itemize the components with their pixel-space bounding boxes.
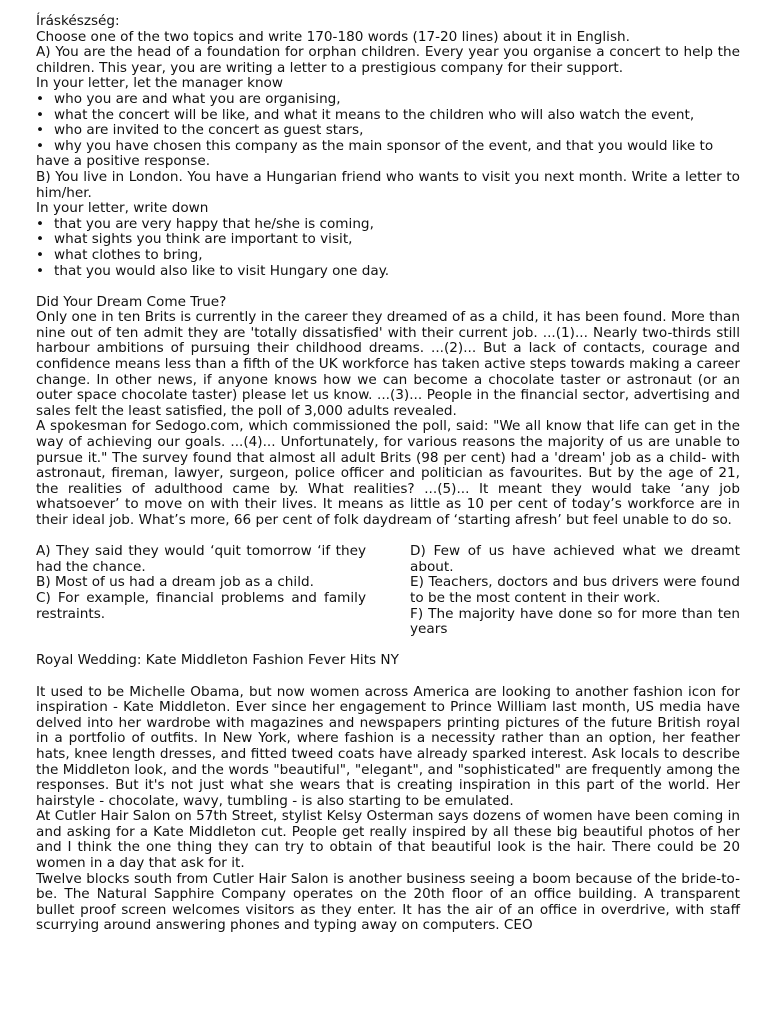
topic-b-bullet: • what clothes to bring, <box>36 246 203 263</box>
topic-b-lead: In your letter, write down <box>36 200 209 217</box>
spacer <box>36 638 740 654</box>
option-d: D) Few of us have achieved what we dreamt about. <box>410 543 740 575</box>
topic-b-intro: B) You live in London. You have a Hungarian friend who wants to visit you next month. Write a letter to him/her. <box>36 168 740 201</box>
wedding-title: Royal Wedding: Kate Middleton Fashion Fever Hits NY <box>36 652 399 669</box>
task-instruction: Choose one of the two topics and write 170-180 words (17-20 lines) about it in English. <box>36 28 630 45</box>
topic-a-bullet: • what the concert will be like, and what it means to the children who will also watch the event, <box>36 106 695 123</box>
task-heading: Íráskészség: <box>36 13 120 29</box>
spacer <box>36 529 740 545</box>
spacer <box>36 279 740 295</box>
topic-a-bullet: • why you have chosen this company as the main sponsor of the event, and that you would like to <box>36 137 714 154</box>
bullet-icon: • <box>36 246 45 263</box>
document-page <box>36 14 740 934</box>
bullet-icon: • <box>36 122 45 139</box>
topic-a-bullet: • who you are and what you are organising, <box>36 90 341 107</box>
topic-b-bullet: • that you would also like to visit Hungary one day. <box>36 262 390 279</box>
bullet-icon: • <box>36 262 45 279</box>
spacer <box>36 669 740 685</box>
answer-options <box>36 544 740 638</box>
option-c: C) For example, financial problems and family restraints. <box>36 589 366 622</box>
wedding-paragraph-2: At Cutler Hair Salon on 57th Street, stylist Kelsy Osterman says dozens of women have been coming in and asking for a Kate Middleton cut. People get really inspired by all these big beautiful photos of her and I think the one thing they can try to obtain of that beautiful look is the hair. There could be 20 women in a day that ask for it. <box>36 808 740 872</box>
dream-title: Did Your Dream Come True? <box>36 293 227 310</box>
options-right-column <box>410 544 740 638</box>
option-f: F) The majority have done so for more than ten years <box>410 605 740 638</box>
option-a: A) They said they would ‘quit tomorrow ‘if they had the chance. <box>36 543 366 575</box>
options-left-column <box>36 544 366 638</box>
topic-a-bullet: • who are invited to the concert as guest stars, <box>36 122 364 139</box>
bullet-icon: • <box>36 137 45 154</box>
option-b: B) Most of us had a dream job as a child. <box>36 574 314 591</box>
topic-a-lead: In your letter, let the manager know <box>36 75 283 92</box>
bullet-icon: • <box>36 231 45 248</box>
dream-paragraph-1: Only one in ten Brits is currently in the career they dreamed of as a child, it has been found. More than nine out of ten admit they are 'totally dissatisfied' with their current job. ...(1)... Nearly two-thirds still harbour ambitions of pursuing their childhood dreams. ...(2)... But a lack of contacts, courage and confidence means less than a fifth of the UK workforce has taken active steps towards making a career change. In other news, if anyone knows how we can become a chocolate taster or astronaut (or an outer space chocolate taster) please let us know. ...(3)... People in the financial sector, advertising and sales felt the least satisfied, the poll of 3,000 adults revealed. <box>36 309 740 419</box>
bullet-icon: • <box>36 90 45 107</box>
wedding-paragraph-3: Twelve blocks south from Cutler Hair Salon is another business seeing a boom because of the bride-to-be. The Natural Sapphire Company operates on the 20th floor of an office building. A transparent bullet proof screen welcomes visitors as they enter. It has the air of an office in overdrive, with staff scurrying around answering phones and typing away on computers. CEO <box>36 870 740 934</box>
dream-paragraph-2: A spokesman for Sedogo.com, which commissioned the poll, said: "We all know that life can get in the way of achieving our goals. ...(4)... Unfortunately, for various reasons the majority of us are unable to pursue it." The survey found that almost all adult Brits (98 per cent) had a 'dream' job as a child- with astronaut, fireman, lawyer, surgeon, police officer and politician as favourites. But by the age of 21, the realities of adulthood came by. What realities? ...(5)... It meant they would take ‘any job whatsoever’ to move on with their lives. It means as little as 10 per cent of today’s workforce are in their ideal job. What’s more, 66 per cent of folk daydream of ‘starting afresh’ but feel unable to do so. <box>36 418 740 528</box>
bullet-icon: • <box>36 106 45 123</box>
topic-a-intro: A) You are the head of a foundation for orphan children. Every year you organise a concert to help the children. This year, you are writing a letter to a prestigious company for their support. <box>36 44 740 76</box>
topic-b-bullet: • that you are very happy that he/she is coming, <box>36 215 374 232</box>
topic-a-tail: have a positive response. <box>36 153 211 170</box>
bullet-icon: • <box>36 215 45 232</box>
wedding-paragraph-1: It used to be Michelle Obama, but now women across America are looking to another fashion icon for inspiration - Kate Middleton. Ever since her engagement to Prince William last month, US media have delved into her wardrobe with magazines and newspapers printing pictures of the future British royal in a portfolio of outfits. In New York, where fashion is a necessity rather than an option, her feather hats, knee length dresses, and fitted tweed coats have already sparked interest. Ask locals to describe the Middleton look, and the words "beautiful", "elegant", and "sophisticated" are frequently among the responses. But it's not just what she wears that is creating inspiration in this part of the world. Her hairstyle - chocolate, wavy, tumbling - is also starting to be emulated. <box>36 683 740 809</box>
topic-b-bullet: • what sights you think are important to visit, <box>36 231 353 248</box>
option-e: E) Teachers, doctors and bus drivers were found to be the most content in their work. <box>410 574 740 606</box>
